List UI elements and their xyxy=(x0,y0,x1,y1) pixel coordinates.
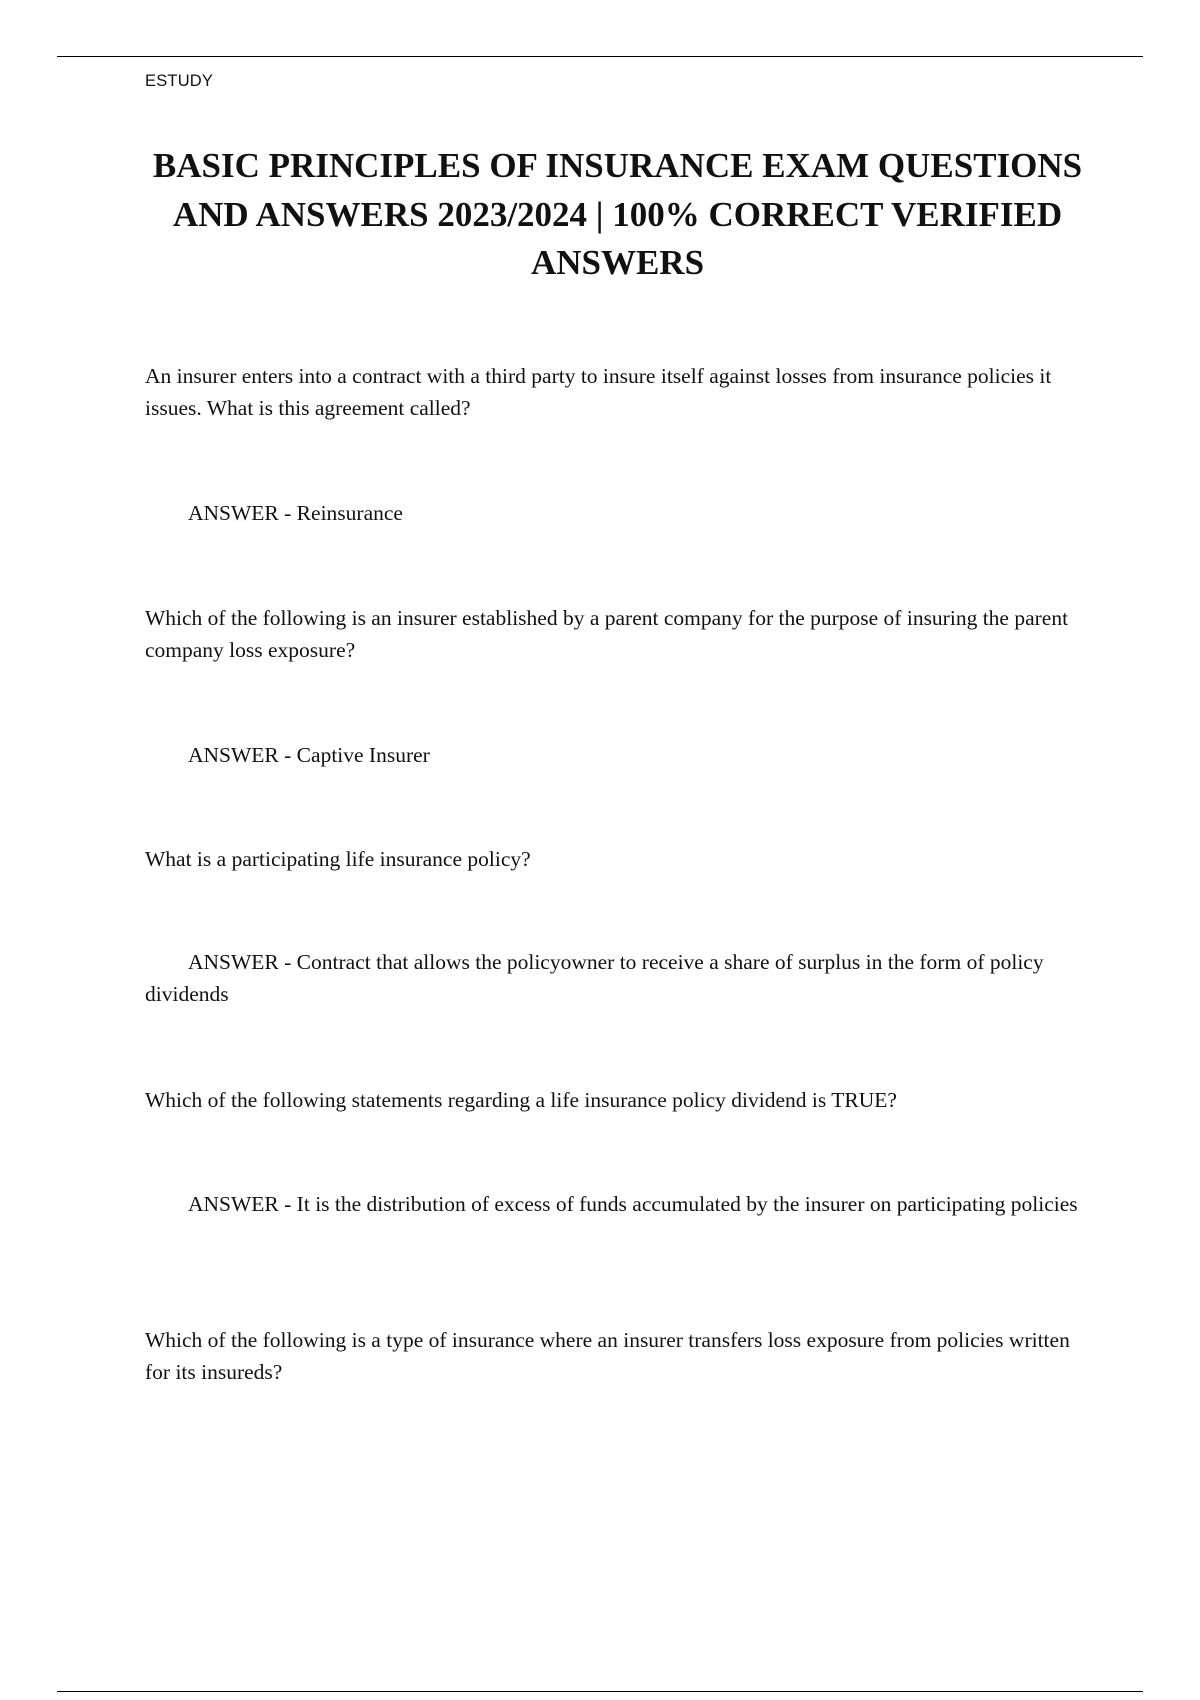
document-title: BASIC PRINCIPLES OF INSURANCE EXAM QUESTIONS AND ANSWERS 2023/2024 | 100% CORRECT VERIFIED ANSWERS xyxy=(152,146,1083,282)
question-4: Which of the following statements regarding a life insurance policy dividend is TRUE? xyxy=(145,1088,897,1112)
question-2: Which of the following is an insurer established by a parent company for the purpose of insuring the parent company loss exposure? xyxy=(145,606,1069,662)
header-label: ESTUDY xyxy=(145,72,214,90)
answer-2: ANSWER - Captive Insurer xyxy=(188,743,430,767)
question-1: An insurer enters into a contract with a third party to insure itself against losses from insurance policies it issues. What is this agreement called? xyxy=(145,364,1052,420)
footer-rule xyxy=(57,1691,1143,1692)
answer-3: ANSWER - Contract that allows the policyowner to receive a share of surplus in the form of policy dividends xyxy=(145,950,1044,1006)
answer-4: ANSWER - It is the distribution of excess of funds accumulated by the insurer on participating policies xyxy=(188,1192,1078,1216)
question-3: What is a participating life insurance policy? xyxy=(145,847,531,871)
question-5: Which of the following is a type of insurance where an insurer transfers loss exposure from policies written for its insureds? xyxy=(145,1328,1070,1384)
header-rule xyxy=(57,56,1143,57)
answer-1: ANSWER - Reinsurance xyxy=(188,501,403,525)
